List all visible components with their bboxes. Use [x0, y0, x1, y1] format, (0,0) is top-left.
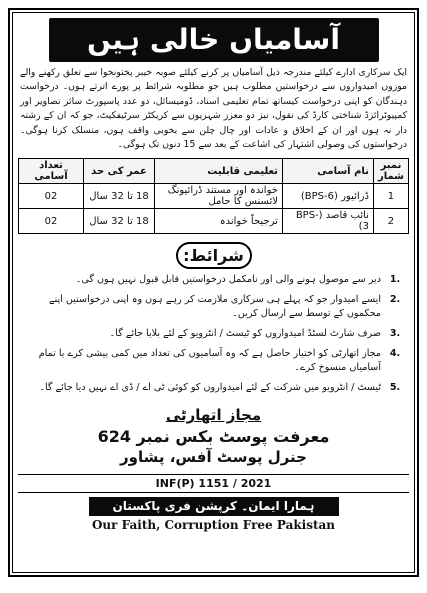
conditions-list [18, 273, 409, 395]
row-sno: 2 [373, 209, 408, 234]
row-post: ڈرائیور (BPS-6) [282, 184, 373, 209]
table-row [19, 184, 409, 209]
condition-number: 3. [389, 328, 401, 340]
header-qualification: تعلیمی قابلیت [155, 159, 283, 184]
slogan-english: Our Faith, Corruption Free Pakistan [91, 518, 336, 533]
row-post: نائب قاصد (BPS-3) [282, 209, 373, 234]
condition-text: دیر سے موصول ہونے والی اور نامکمل درخواستیں قابل قبول نہیں ہوں گی۔ [75, 274, 381, 286]
list-item [18, 293, 409, 321]
authority-address-block [18, 405, 409, 468]
slogan-urdu-banner: ہمارا ایمان۔ کرپشن فری پاکستان [89, 497, 339, 516]
advertisement-page [8, 8, 419, 577]
condition-text: صرف شارٹ لسٹڈ امیدواروں کو ٹیسٹ / انٹرویو کے لئے بلایا جائے گا۔ [109, 328, 381, 340]
header-post: نام آسامی [282, 159, 373, 184]
row-age: 18 تا 32 سال [84, 209, 155, 234]
conditions-heading: شرائط: [176, 242, 252, 269]
row-qualification: خواندہ اور مستند ڈرائیونگ لائسنس کا حامل [155, 184, 283, 209]
table-header-row [19, 159, 409, 184]
intro-paragraph: ایک سرکاری ادارے کیلئے مندرجہ ذیل آسامیاں پر کرنے کیلئے صوبہ خیبر پختونخوا سے تعلق رکھنے والے موزوں امیدواروں سے درخواستیں مطلوب ہیں جو مطلوبہ شرائط پر پورے اترتے ہوں۔ درخواست دہندگان کو اپنی درخواست کیساتھ تمام تعلیمی اسناد، ڈومیسائل، دو عدد پاسپورٹ سائز تصاویر اور کمپیوٹرائزڈ شناختی کارڈ کی نقول، نیز دو معزز شہریوں سے کریکٹر سرٹیفکیٹ، جو کہ ان کے رشتہ دار نہ ہوں اور ان کے اخلاق و عادات اور چال چلن سے بخوبی واقف ہوں، منسلک کرنا ہوگی۔ درخواستوں کی وصولی اشتہار کی اشاعت کے بعد سے 15 دنوں تک ہوگی۔ [20, 67, 407, 151]
condition-number: 4. [389, 348, 401, 360]
condition-text: مجاز اتھارٹی کو اختیار حاصل ہے کہ وہ آسامیوں کی تعداد میں کمی بیشی کرے یا تمام آسامیاں منسوخ کرے۔ [38, 348, 381, 374]
table-row [19, 209, 409, 234]
row-quantity: 02 [19, 209, 84, 234]
header-age: عمر کی حد [84, 159, 155, 184]
advertisement-content [12, 12, 415, 573]
list-item [18, 347, 409, 375]
header-sno: نمبر شمار [373, 159, 408, 184]
row-qualification: ترجیحاً خواندہ [155, 209, 283, 234]
condition-text: ٹیسٹ / انٹرویو میں شرکت کے لئے امیدواروں کو کوئی ٹی اے / ڈی اے نہیں دیا جائے گا۔ [39, 382, 381, 394]
inf-code: INF(P) 1151 / 2021 [18, 474, 409, 493]
row-quantity: 02 [19, 184, 84, 209]
list-item [18, 381, 409, 395]
post-office-line: جنرل پوسٹ آفس، پشاور [120, 448, 307, 467]
list-item [18, 327, 409, 341]
post-box-line: معرفت پوسٹ بکس نمبر 624 [97, 427, 330, 447]
row-age: 18 تا 32 سال [84, 184, 155, 209]
condition-number: 1. [389, 274, 401, 286]
posts-table [18, 158, 409, 234]
condition-number: 5. [389, 382, 401, 394]
header-quantity: تعداد آسامی [19, 159, 84, 184]
authority-title: مجاز اتھارٹی [165, 406, 262, 425]
condition-text: ایسے امیدوار جو کہ پہلے ہی سرکاری ملازمت کر رہے ہوں وہ اپنی درخواستیں اپنے محکموں کے توسط سے ارسال کریں۔ [49, 294, 381, 320]
list-item [18, 273, 409, 287]
row-sno: 1 [373, 184, 408, 209]
condition-number: 2. [389, 294, 401, 306]
headline-banner: آسامیاں خالی ہیں [49, 18, 379, 62]
